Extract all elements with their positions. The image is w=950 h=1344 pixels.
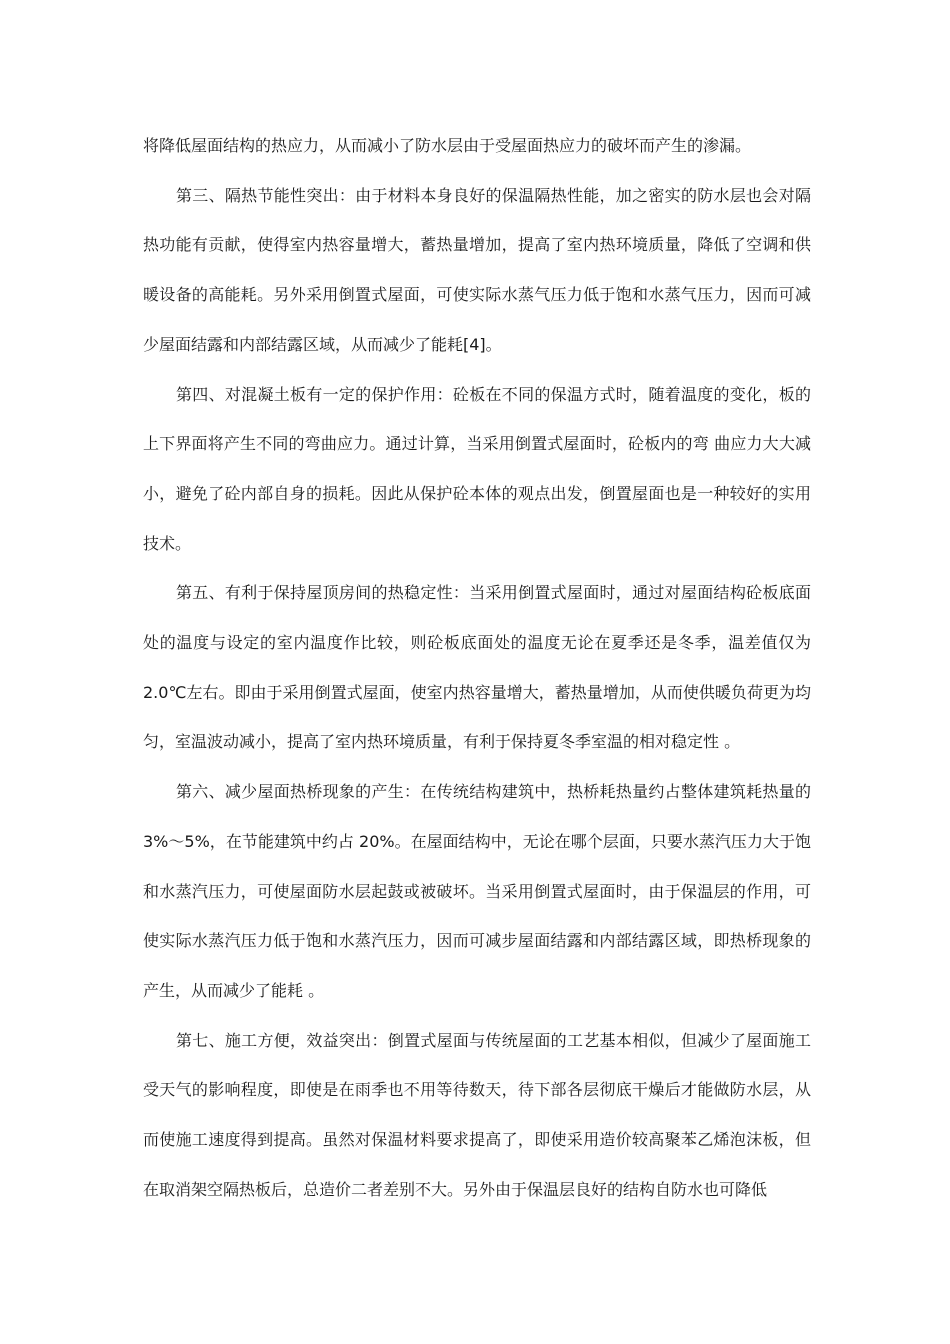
paragraph-third-point: 第三、隔热节能性突出：由于材料本身良好的保温隔热性能，加之密实的防水层也会对隔热功能有贡献，使得室内热容量增大，蓄热量增加，提高了室内热环境质量，降低了空调和供暖设备的高能耗。另外采用倒置式屋面，可使实际水蒸气压力低于饱和水蒸气压力，因而可减少屋面结露和内部结露区域，从而减少了能耗[4]。: [143, 185, 811, 354]
paragraph-sixth-point: 第六、减少屋面热桥现象的产生：在传统结构建筑中，热桥耗热量约占整体建筑耗热量的 3%～5%，在节能建筑中约占 20%。在屋面结构中，无论在哪个层面，只要水蒸汽压力大于饱和水蒸汽压力，可使屋面防水层起鼓或被破坏。当采用倒置式屋面时，由于保温层的作用，可使实际水蒸汽压力低于饱和水蒸汽压力，因而可减步屋面结露和内部结露区域，即热桥现象的产生，从而减少了能耗 。: [143, 782, 811, 1000]
document-body: [143, 121, 811, 1214]
paragraph-seventh-point: 第七、施工方便，效益突出：倒置式屋面与传统屋面的工艺基本相似，但减少了屋面施工受天气的影响程度，即使是在雨季也不用等待数天，待下部各层彻底干燥后才能做防水层，从而使施工速度得到提高。虽然对保温材料要求提高了，即使采用造价较高聚苯乙烯泡沫板，但在取消架空隔热板后，总造价二者差别不大。另外由于保温层良好的结构自防水也可降低: [143, 1030, 811, 1199]
paragraph-fourth-point: 第四、对混凝土板有一定的保护作用：砼板在不同的保温方式时，随着温度的变化，板的上下界面将产生不同的弯曲应力。通过计算，当采用倒置式屋面时，砼板内的弯 曲应力大大减小，避免了砼内部自身的损耗。因此从保护砼本体的观点出发，倒置屋面也是一种较好的实用技术。: [143, 384, 811, 553]
paragraph-fifth-point: 第五、有利于保持屋顶房间的热稳定性：当采用倒置式屋面时，通过对屋面结构砼板底面处的温度与设定的室内温度作比较，则砼板底面处的温度无论在夏季还是冬季，温差值仅为 2.0℃左右。即由于采用倒置式屋面，使室内热容量增大，蓄热量增加，从而使供暖负荷更为均匀，室温波动减小，提高了室内热环境质量，有利于保持夏冬季室温的相对稳定性 。: [143, 583, 811, 752]
paragraph-continuation: 将降低屋面结构的热应力，从而减小了防水层由于受屋面热应力的破坏而产生的渗漏。: [143, 136, 752, 155]
